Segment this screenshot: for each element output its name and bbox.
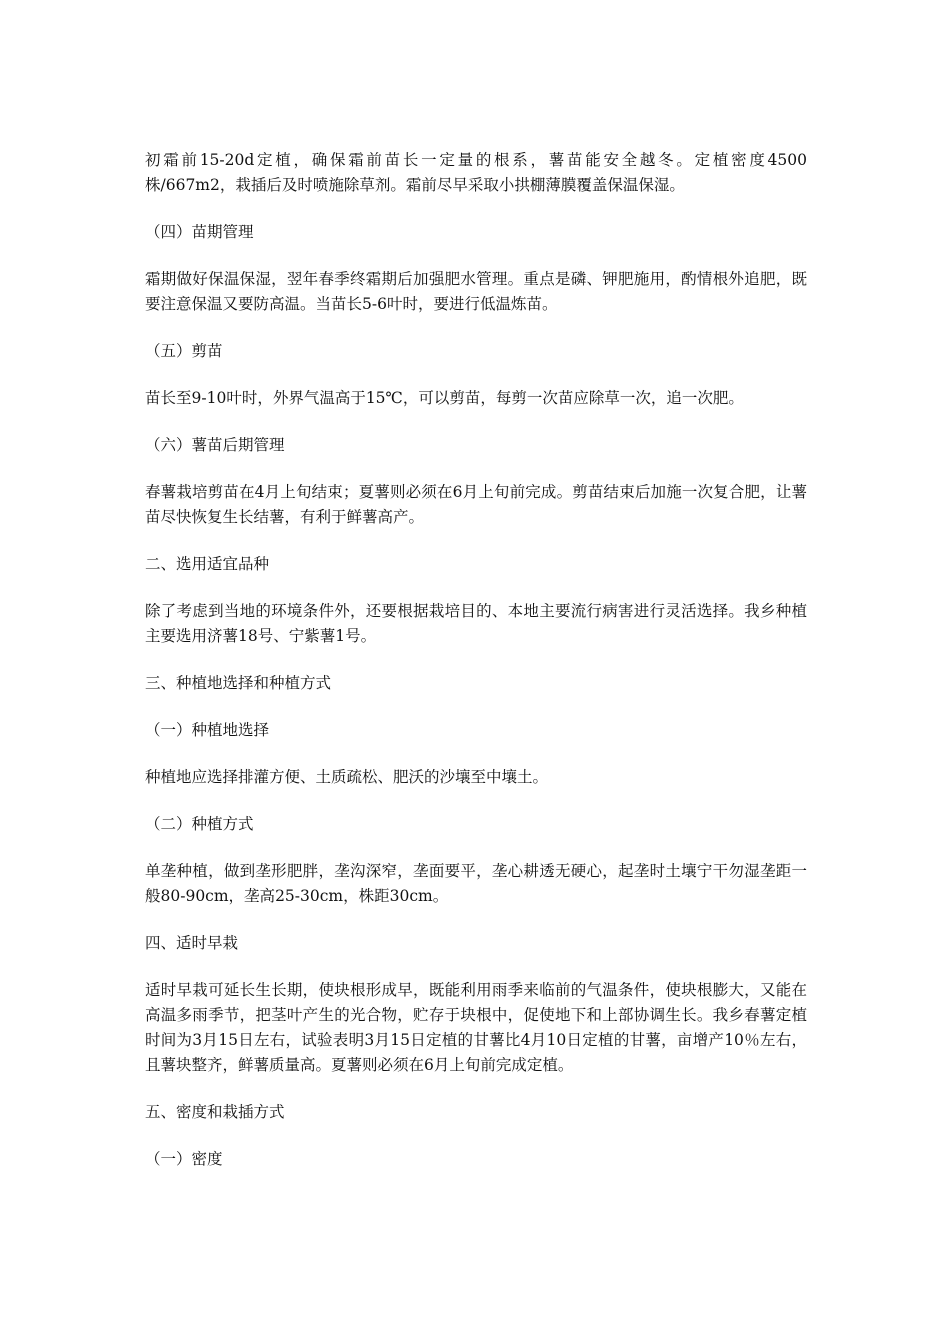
paragraph-cutting-seedlings: 苗长至9-10叶时，外界气温高于15℃，可以剪苗，每剪一次苗应除草一次，追一次肥。 [145,389,744,407]
heading-density: （一）密度 [145,1150,223,1168]
document-page [145,148,807,1194]
paragraph-early-planting: 适时早栽可延长生长期，使块根形成早，既能利用雨季来临前的气温条件，使块根膨大，又能在高温多雨季节，把茎叶产生的光合物，贮存于块根中，促使地下和上部协调生长。我乡春薯定植时间为3月15日左右，试验表明3月15日定植的甘薯比4月10日定植的甘薯，亩增产10％左右，且薯块整齐，鲜薯质量高。夏薯则必须在6月上旬前完成定植。 [145,981,807,1074]
heading-density-and-method: 五、密度和栽插方式 [145,1103,285,1121]
heading-variety-selection: 二、选用适宜品种 [145,555,270,573]
heading-planting-site-selection: （一）种植地选择 [145,721,270,739]
heading-cutting-seedlings: （五）剪苗 [145,342,223,360]
heading-early-planting: 四、适时早栽 [145,934,239,952]
heading-late-stage-management: （六）薯苗后期管理 [145,436,285,454]
heading-planting-method: （二）种植方式 [145,815,254,833]
paragraph-planting-method: 单垄种植，做到垄形肥胖，垄沟深窄，垄面要平，垄心耕透无硬心，起垄时土壤宁干勿湿垄距一般80-90cm，垄高25-30cm，株距30cm。 [145,862,807,905]
paragraph-seedling-management: 霜期做好保温保湿，翌年春季终霜期后加强肥水管理。重点是磷、钾肥施用，酌情根外追肥，既要注意保温又要防高温。当苗长5-6叶时，要进行低温炼苗。 [145,270,807,313]
paragraph-transplant-timing: 初霜前15-20d定植，确保霜前苗长一定量的根系，薯苗能安全越冬。定植密度4500株/667m2，栽插后及时喷施除草剂。霜前尽早采取小拱棚薄膜覆盖保温保湿。 [145,151,807,194]
heading-planting-site-and-method: 三、种植地选择和种植方式 [145,674,332,692]
heading-seedling-management: （四）苗期管理 [145,223,254,241]
paragraph-variety-selection: 除了考虑到当地的环境条件外，还要根据栽培目的、本地主要流行病害进行灵活选择。我乡种植主要选用济薯18号、宁紫薯1号。 [145,602,807,645]
paragraph-planting-site-selection: 种植地应选择排灌方便、土质疏松、肥沃的沙壤至中壤土。 [145,768,549,786]
paragraph-late-stage-management: 春薯栽培剪苗在4月上旬结束；夏薯则必须在6月上旬前完成。剪苗结束后加施一次复合肥，让薯苗尽快恢复生长结薯，有利于鲜薯高产。 [145,483,807,526]
